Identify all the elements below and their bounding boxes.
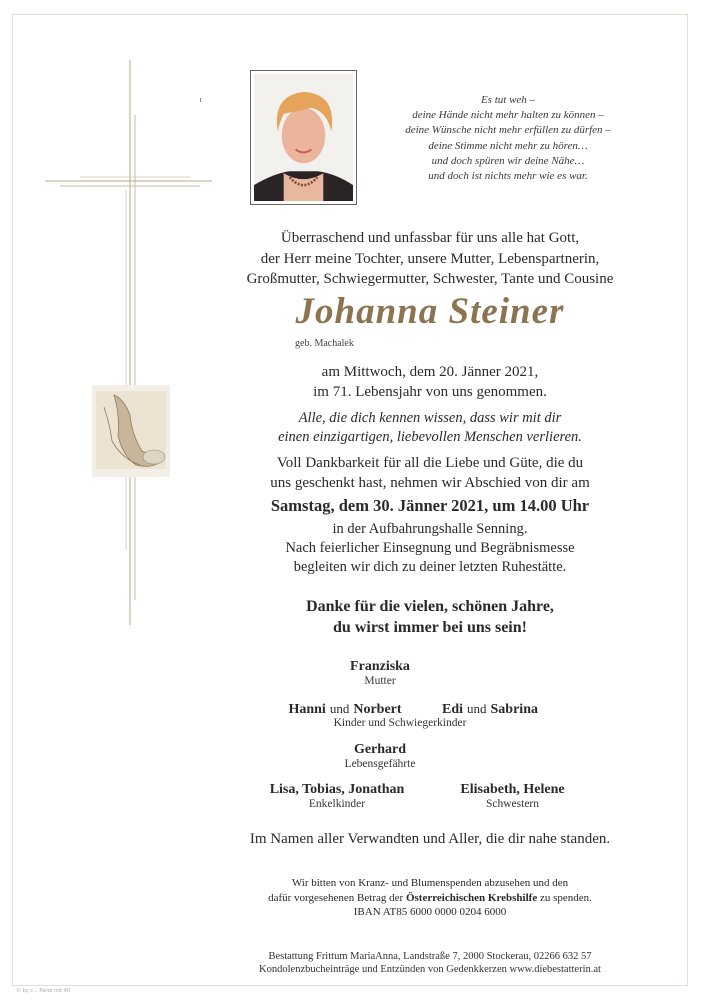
donation-request	[200, 876, 660, 920]
conjunction: und	[467, 701, 487, 716]
funeral-line: Nach feierlicher Einsegnung und Begräbnismesse	[285, 540, 575, 556]
donation-text: dafür vorgesehenen Betrag der	[268, 891, 406, 904]
deceased-name: Johanna Steiner	[295, 291, 565, 332]
intro-line: Großmutter, Schwiegermutter, Schwester, Tante und Cousine	[246, 271, 614, 287]
mourner-mother	[330, 659, 430, 687]
closing-line: Danke für die vielen, schönen Jahre,	[306, 598, 554, 615]
footer-code: © by c... Parte mit 40	[16, 988, 71, 994]
intro-line: Überraschend und unfassbar für uns alle hat Gott,	[280, 230, 580, 246]
poem	[378, 93, 638, 184]
mourner-relation: Enkelkinder	[308, 798, 366, 810]
mourner-children-a	[270, 700, 420, 718]
thanks-line: Voll Dankbarkeit für all die Liebe und Güte, die du	[276, 455, 584, 471]
mourner-grandchildren	[252, 782, 422, 810]
poem-line: deine Stimme nicht mehr zu hören…	[428, 139, 588, 152]
intro-line: der Herr meine Tochter, unsere Mutter, Lebenspartnerin,	[260, 250, 600, 267]
portrait-photo	[250, 70, 357, 205]
praying-hands-image	[92, 385, 170, 477]
mourner-name: Sabrina	[490, 702, 538, 717]
on-behalf-line: Im Namen aller Verwandten und Aller, die dir nahe standen.	[249, 831, 611, 847]
mourner-name: Norbert	[353, 702, 402, 717]
mourner-name: Lisa, Tobias, Jonathan	[269, 782, 405, 797]
donation-line	[200, 891, 660, 906]
funeral-details	[200, 520, 660, 577]
iban: IBAN AT85 6000 0000 0204 6000	[353, 906, 507, 918]
closing-words	[200, 596, 660, 638]
poem-line: und doch spüren wir deine Nähe…	[431, 154, 585, 167]
maiden-name: geb. Machalek	[295, 338, 354, 349]
mourner-children-b	[425, 700, 555, 718]
cross-ornament	[40, 60, 220, 630]
mourner-relation: Kinder und Schwiegerkinder	[333, 717, 467, 729]
poem-line: Es tut weh –	[480, 94, 536, 106]
mourner-relation: Mutter	[364, 675, 396, 687]
quote-line: einen einzigartigen, liebevollen Menschen verlieren.	[278, 429, 582, 445]
funeral-home-website: Kondolenzbucheinträge und Entzünden von Gedenkkerzen www.diebestatterin.at	[259, 964, 601, 975]
mourner-name: Hanni	[288, 702, 326, 717]
mourner-relation: Schwestern	[485, 798, 539, 810]
poem-line: und doch ist nichts mehr wie es war.	[428, 170, 588, 183]
mourner-relation: Lebensgefährte	[344, 758, 416, 770]
poem-line: deine Hände nicht mehr halten zu können –	[412, 109, 604, 122]
mourner-sisters	[440, 782, 585, 810]
quote-line: Alle, die dich kennen wissen, dass wir mit dir	[298, 410, 562, 426]
death-line: am Mittwoch, dem 20. Jänner 2021,	[321, 364, 539, 380]
funeral-line: begleiten wir dich zu deiner letzten Ruhestätte.	[293, 559, 567, 575]
charity-name: Österreichischen Krebshilfe	[405, 891, 538, 904]
mourner-name: Franziska	[350, 659, 410, 674]
quote	[200, 409, 660, 447]
funeral-home-info	[200, 950, 660, 976]
death-line: im 71. Lebensjahr von uns genommen.	[313, 383, 547, 400]
mourner-name: Elisabeth, Helene	[460, 782, 565, 797]
donation-text: zu spenden.	[537, 891, 592, 904]
closing-line: du wirst immer bei uns sein!	[333, 619, 527, 636]
intro-text	[200, 228, 660, 290]
death-date	[200, 363, 660, 402]
thanks-line: uns geschenkt hast, nehmen wir Abschied von dir am	[270, 475, 590, 491]
mourner-name: Edi	[442, 702, 464, 717]
funeral-date-time: Samstag, dem 30. Jänner 2021, um 14.00 Uhr	[270, 496, 590, 515]
donation-line: Wir bitten von Kranz- und Blumenspenden abzusehen und den	[291, 877, 569, 889]
mourner-name: Gerhard	[353, 742, 407, 757]
conjunction: und	[329, 701, 350, 716]
mourner-partner	[330, 742, 430, 770]
funeral-home-address: Bestattung Frittum MariaAnna, Landstraße 7, 2000 Stockerau, 02266 632 57	[268, 951, 592, 962]
thanks-text	[200, 453, 660, 493]
funeral-line: in der Aufbahrungshalle Senning.	[332, 521, 528, 537]
poem-line: deine Wünsche nicht mehr erfüllen zu dürfen –	[405, 124, 611, 137]
